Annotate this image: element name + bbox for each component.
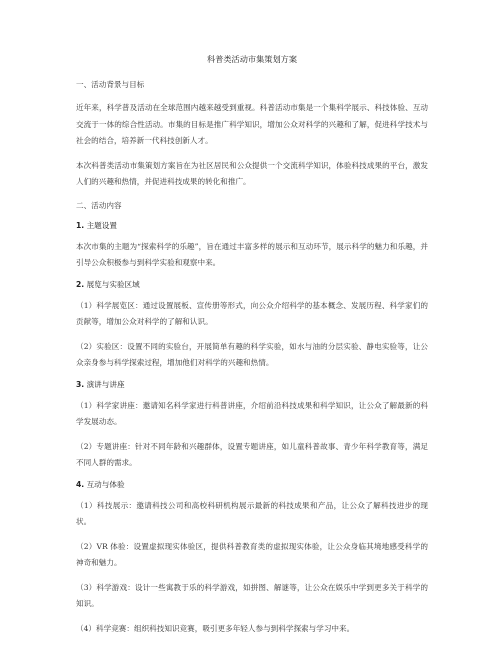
subheading-number: 4. — [76, 479, 85, 489]
section-heading-background: 一、活动背景与目标 — [76, 80, 145, 89]
paragraph: （2）专题讲座：针对不同年龄和兴趣群体，设置专题讲座，如儿童科普故事、青少年科学教育等，满足不同人群的需求。 — [76, 441, 428, 467]
paragraph: （3）科学游戏：设计一些寓教于乐的科学游戏，如拼图、解谜等，让公众在娱乐中学到更多关于科学的知识。 — [76, 582, 428, 608]
paragraph: 本次市集的主题为“探索科学的乐趣”，旨在通过丰富多样的展示和互动环节，展示科学的魅力和乐趣，并引导公众积极参与到科学实验和观察中来。 — [76, 241, 428, 267]
subheading-text: 演讲与讲座 — [86, 379, 125, 389]
paragraph: （4）科学竞赛：组织科技知识竞赛，吸引更多年轻人参与到科学探索与学习中来。 — [76, 623, 355, 633]
paragraph: 近年来，科学普及活动在全球范围内越来越受到重视。科普活动市集是一个集科学展示、科技体验、互动交流于一体的综合性活动。市集的目标是推广科学知识，增加公众对科学的兴趣和了解，促进科学技术与社会的结合，培养新一代科技创新人才。 — [76, 103, 428, 145]
document-title: 科普类活动市集策划方案 — [206, 54, 298, 64]
subheading-text: 主题设置 — [86, 220, 117, 230]
paragraph: （1）科技展示：邀请科技公司和高校科研机构展示最新的科技成果和产品，让公众了解科技进步的现状。 — [76, 500, 428, 526]
subheading-theme — [76, 221, 428, 231]
subheading-exhibition — [76, 280, 428, 290]
paragraph: （2）实验区：设置不同的实验台，开展简单有趣的科学实验，如水与油的分层实验、静电实验等，让公众亲身参与科学探索过程，增加他们对科学的兴趣和热情。 — [76, 341, 428, 367]
paragraph: 本次科普类活动市集策划方案旨在为社区居民和公众提供一个交流科学知识，体验科技成果的平台，激发人们的兴趣和热情，并促进科技成果的转化和推广。 — [76, 160, 428, 186]
subheading-lectures — [76, 380, 428, 390]
subheading-number: 2. — [76, 279, 85, 289]
paragraph: （2）VR 体验：设置虚拟现实体验区，提供科普教育类的虚拟现实体验，让公众身临其境地感受科学的神奇和魅力。 — [76, 541, 428, 567]
section-heading-content: 二、活动内容 — [76, 200, 122, 210]
paragraph: （1）科学展览区：通过设置展板、宣传册等形式，向公众介绍科学的基本概念、发展历程、科学家们的贡献等，增加公众对科学的了解和认识。 — [76, 300, 428, 326]
subheading-number: 3. — [76, 379, 85, 389]
subheading-number: 1. — [76, 220, 85, 230]
subheading-text: 互动与体验 — [86, 479, 125, 489]
subheading-interaction — [76, 480, 428, 490]
subheading-text: 展览与实验区域 — [86, 279, 140, 289]
paragraph: （1）科学家讲座：邀请知名科学家进行科普讲座，介绍前沿科技成果和科学知识，让公众了解最新的科学发展动态。 — [76, 400, 428, 426]
